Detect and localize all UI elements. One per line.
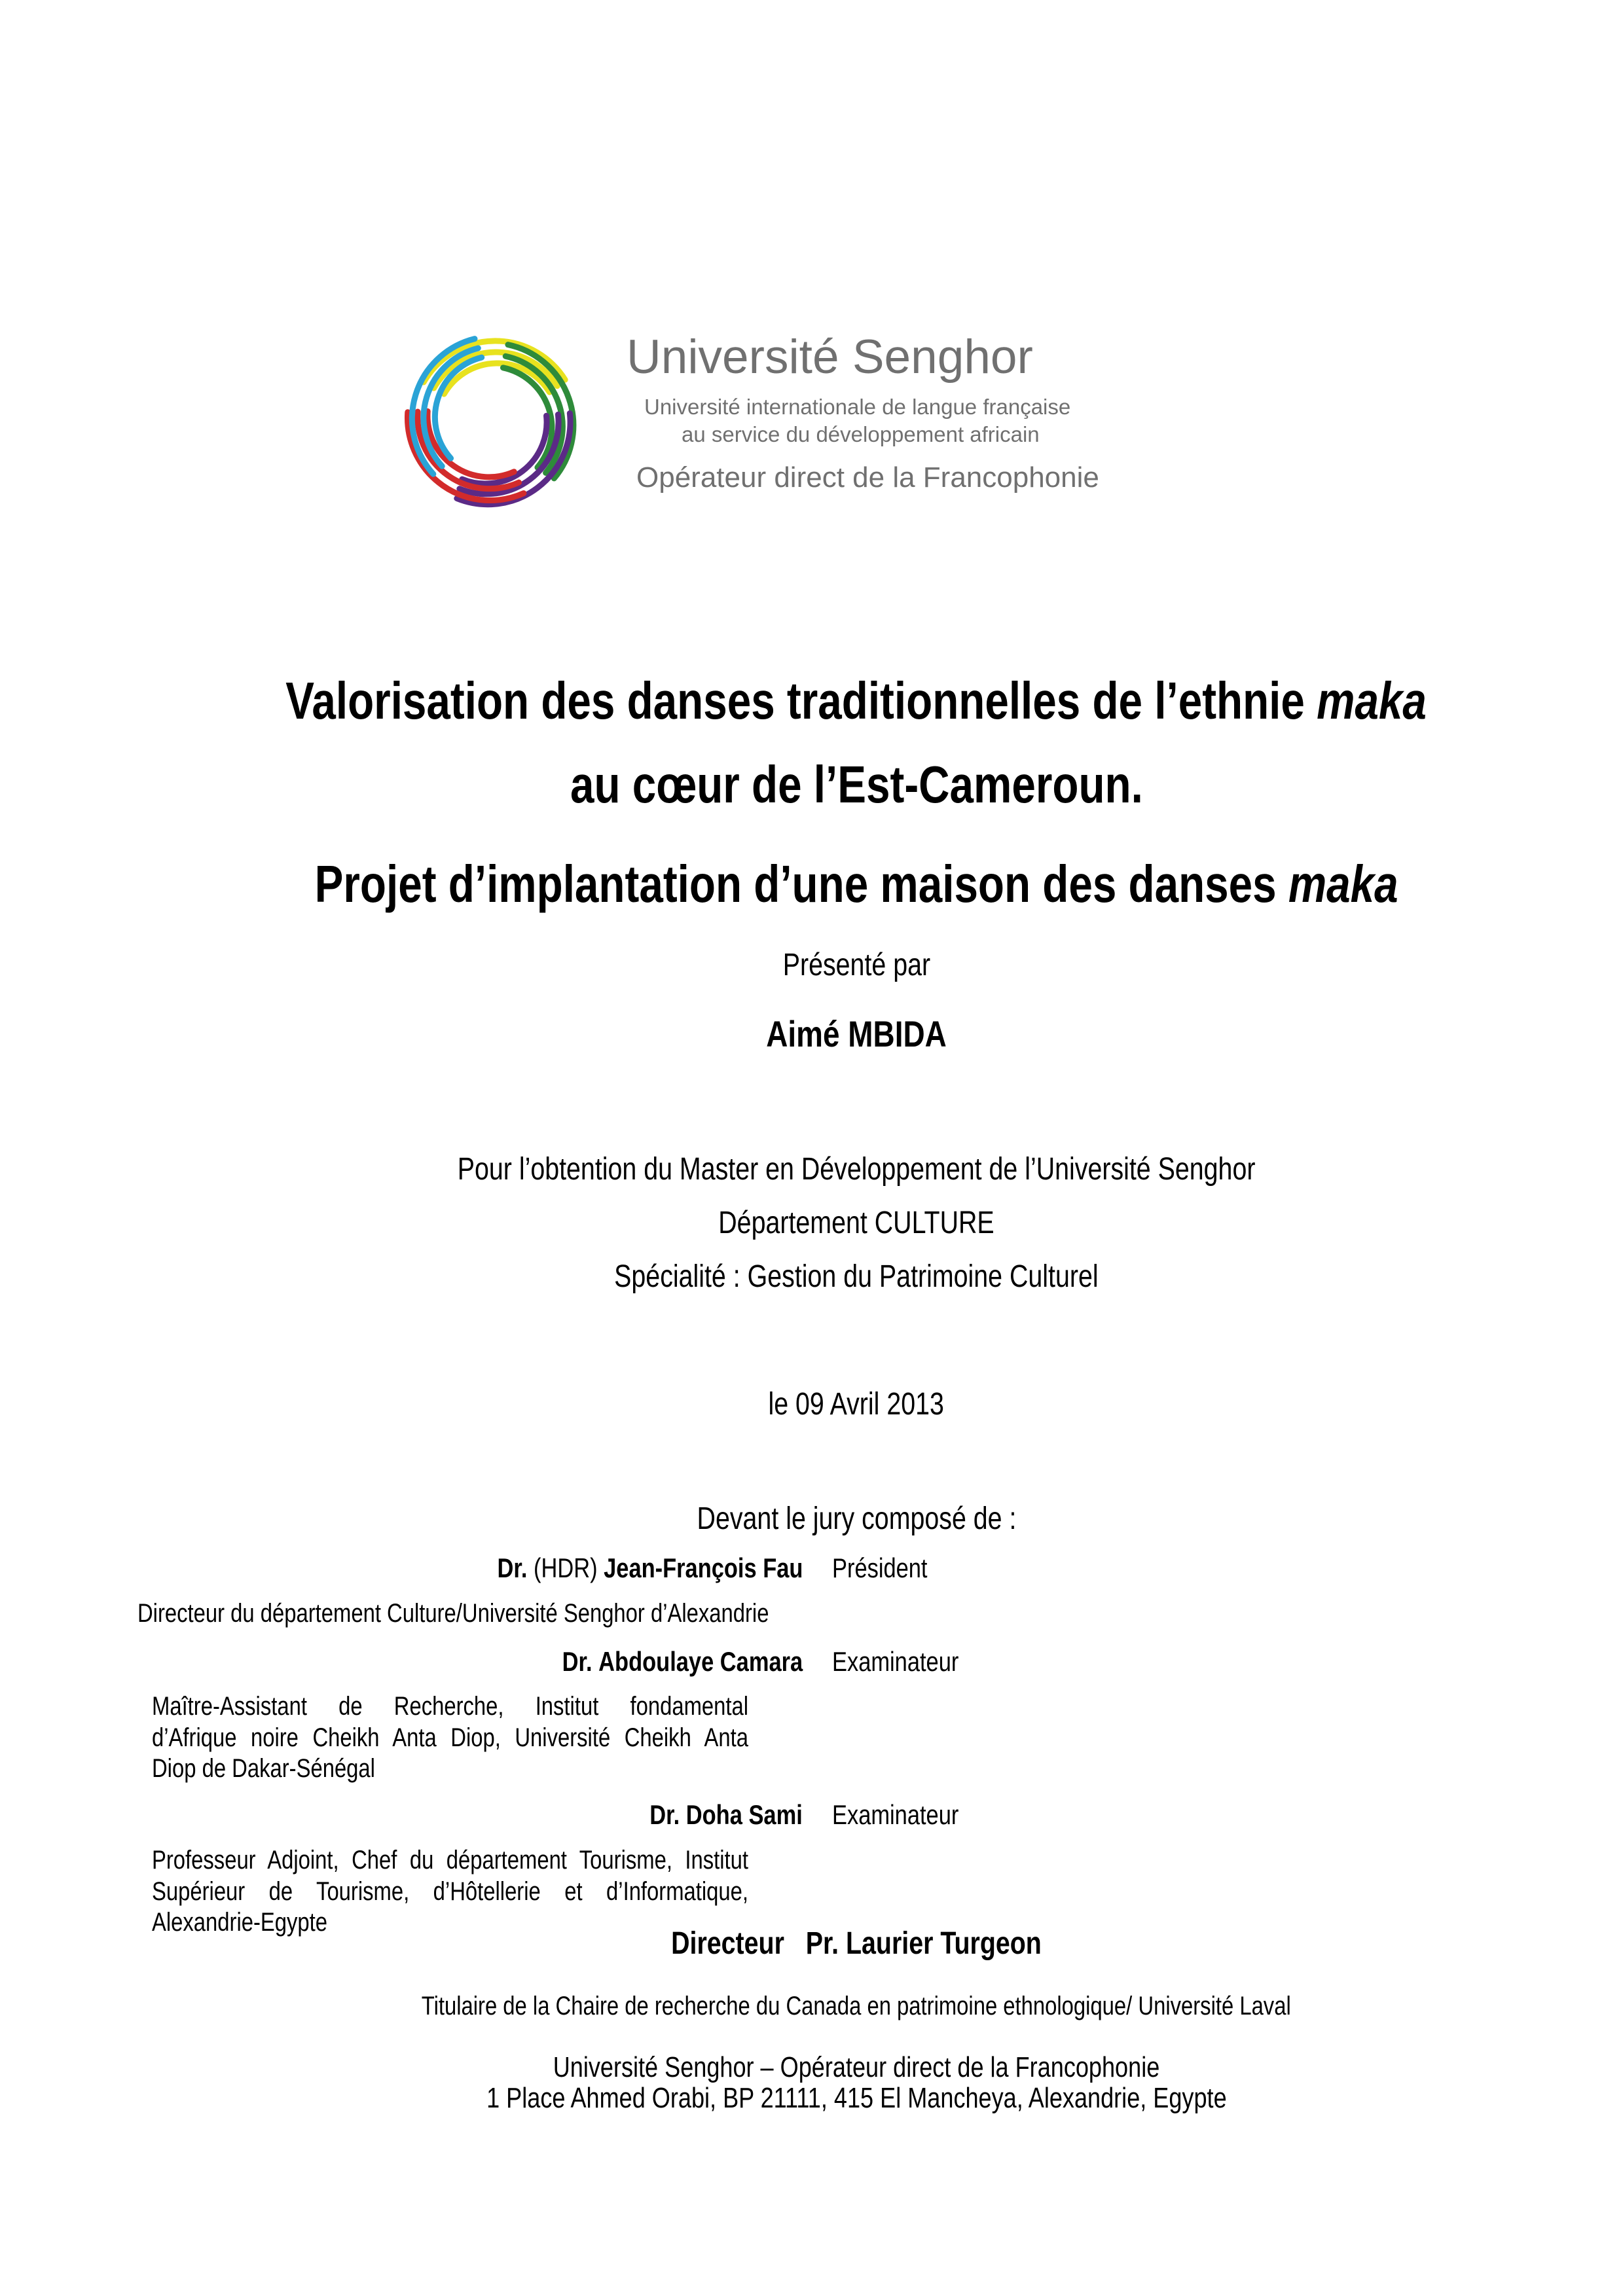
jury-member-fullname: Abdoulaye Camara xyxy=(598,1646,803,1677)
director-row xyxy=(90,1928,1623,1960)
jury-member-qualifier: (HDR) xyxy=(533,1552,598,1583)
jury-member-role: Examinateur xyxy=(832,1646,959,1677)
jury-member-fullname: Jean-François Fau xyxy=(603,1552,803,1583)
title-line-1-text: Valorisation des danses traditionnelles de l’ethnie xyxy=(285,672,1317,730)
jury-heading-row xyxy=(90,1503,1623,1535)
director-name: Pr. Laurier Turgeon xyxy=(805,1926,1042,1961)
director-description-row xyxy=(90,1993,1623,2019)
footer-institution: Université Senghor – Opérateur direct de la Francophonie xyxy=(553,2051,1160,2083)
degree-line-row xyxy=(90,1154,1623,1185)
department: Département CULTURE xyxy=(718,1206,994,1240)
footer-line-2-row xyxy=(90,2084,1623,2113)
thesis-title-line-2 xyxy=(90,755,1623,814)
swirl-arc-group-purple xyxy=(449,413,578,508)
jury-member-name xyxy=(562,1648,803,1676)
jury-member-description-line: Diop de Dakar-Sénégal xyxy=(152,1754,375,1783)
author-name: Aimé MBIDA xyxy=(766,1013,947,1054)
footer-address: 1 Place Ahmed Orabi, BP 21111, 415 El Mancheya, Alexandrie, Egypte xyxy=(486,2082,1227,2114)
subtitle-italic: maka xyxy=(1288,855,1398,913)
presented-by-label: Présenté par xyxy=(782,948,930,982)
jury-member-fullname: Doha Sami xyxy=(686,1799,803,1830)
director-description: Titulaire de la Chaire de recherche du Canada en patrimoine ethnologique/ Université Laval xyxy=(422,1992,1291,2020)
department-row xyxy=(90,1208,1623,1239)
jury-member-name xyxy=(497,1554,803,1582)
director-label: Directeur xyxy=(671,1926,784,1961)
thesis-subtitle xyxy=(90,855,1623,913)
title-line-2-text: au cœur de l’Est-Cameroun. xyxy=(570,755,1143,814)
jury-member-description-line: Alexandrie-Egypte xyxy=(152,1908,328,1937)
logo-swirl-icon xyxy=(392,322,592,521)
jury-member-description: Directeur du département Culture/Université Senghor d’Alexandrie xyxy=(137,1599,769,1628)
title-line-1-italic: maka xyxy=(1317,672,1427,730)
jury-member-title: Dr. xyxy=(649,1799,680,1830)
logo-tagline-3: Opérateur direct de la Francophonie xyxy=(636,461,1099,493)
jury-member-description-line: Supérieur de Tourisme, d’Hôtellerie et d’Informatique, xyxy=(152,1877,749,1906)
specialty: Spécialité : Gestion du Patrimoine Culturel xyxy=(614,1259,1099,1294)
jury-member-role: Examinateur xyxy=(832,1799,959,1830)
logo-tagline-2: au service du développement africain xyxy=(682,422,1040,446)
degree-line: Pour l’obtention du Master en Développement de l’Université Senghor xyxy=(457,1152,1256,1187)
jury-member-description-line: Maître-Assistant de Recherche, Institut fondamental xyxy=(152,1692,749,1721)
logo-tagline-1: Université internationale de langue française xyxy=(644,395,1071,419)
thesis-title-line-1 xyxy=(90,672,1623,730)
jury-member-role: Président xyxy=(832,1552,928,1583)
subtitle-text: Projet d’implantation d’une maison des danses xyxy=(314,855,1288,913)
author-name-row xyxy=(90,1013,1623,1054)
jury-member-title: Dr. xyxy=(562,1646,593,1677)
specialty-row xyxy=(90,1261,1623,1293)
presented-by-label-row xyxy=(90,950,1623,981)
defense-date-row xyxy=(90,1389,1623,1420)
defense-date: le 09 Avril 2013 xyxy=(768,1387,945,1422)
logo-name: Université Senghor xyxy=(627,331,1033,384)
jury-member-description-line: d’Afrique noire Cheikh Anta Diop, Université Cheikh Anta xyxy=(152,1723,749,1752)
jury-member-description-line: Professeur Adjoint, Chef du département Tourisme, Institut xyxy=(152,1846,749,1874)
jury-member-name xyxy=(649,1801,803,1829)
jury-member-title: Dr. xyxy=(497,1552,527,1583)
jury-heading: Devant le jury composé de : xyxy=(697,1501,1016,1536)
footer-line-1-row xyxy=(90,2053,1623,2082)
